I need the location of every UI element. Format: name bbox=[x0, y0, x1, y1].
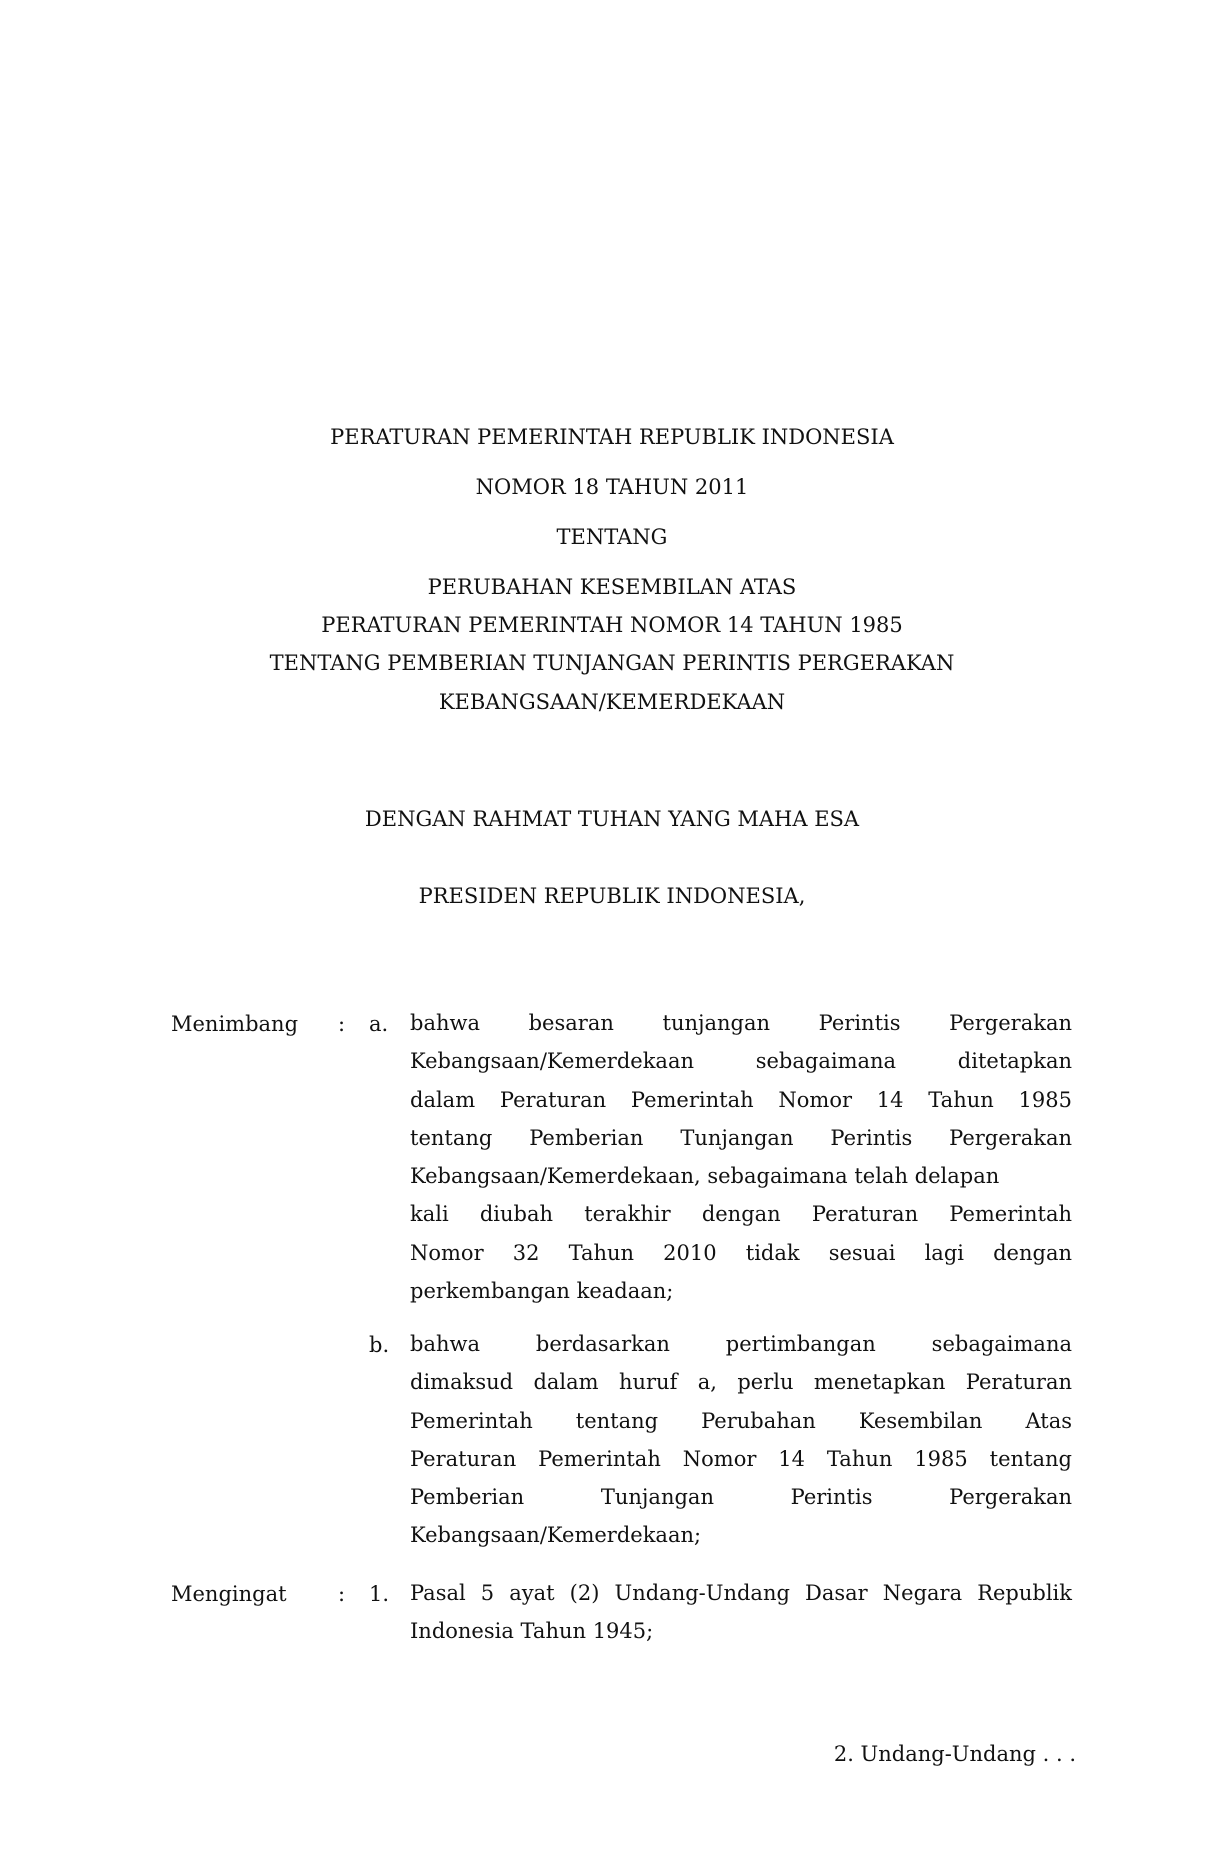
text-line: Kebangsaan/Kemerdekaan, sebagaimana telah delapan bbox=[410, 1164, 1000, 1189]
president-heading: PRESIDEN REPUBLIK INDONESIA, bbox=[418, 884, 806, 908]
text-line: Kebangsaan/Kemerdekaan; bbox=[410, 1523, 702, 1548]
text-line: tentang Pemberian Tunjangan Perintis Pergerakan bbox=[410, 1125, 1072, 1150]
blessing: DENGAN RAHMAT TUHAN YANG MAHA ESA bbox=[364, 807, 860, 831]
item-marker: b. bbox=[369, 1333, 390, 1357]
colon: : bbox=[338, 1012, 346, 1036]
text-line: perkembangan keadaan; bbox=[410, 1279, 674, 1304]
menimbang-item-a bbox=[410, 1004, 1072, 1310]
mengingat-label: Mengingat bbox=[171, 1582, 287, 1606]
text-line: Indonesia Tahun 1945; bbox=[410, 1619, 654, 1644]
item-marker: a. bbox=[369, 1012, 389, 1036]
text-line: dalam Peraturan Pemerintah Nomor 14 Tahun 1985 bbox=[410, 1087, 1072, 1112]
text-line: kali diubah terakhir dengan Peraturan Pemerintah bbox=[410, 1202, 1072, 1227]
page-continuation: 2. Undang-Undang . . . bbox=[833, 1742, 1076, 1766]
text-line: Kebangsaan/Kemerdekaan sebagaimana ditetapkan bbox=[410, 1049, 1072, 1074]
menimbang-label: Menimbang bbox=[171, 1012, 299, 1036]
text-line: dimaksud dalam huruf a, perlu menetapkan Peraturan bbox=[410, 1370, 1072, 1395]
text-line: Pasal 5 ayat (2) Undang-Undang Dasar Negara Republik bbox=[410, 1581, 1072, 1605]
colon: : bbox=[338, 1582, 346, 1606]
mengingat-item-1 bbox=[410, 1574, 1072, 1651]
text-line: Nomor 32 Tahun 2010 tidak sesuai lagi dengan bbox=[410, 1240, 1072, 1265]
about-heading: TENTANG bbox=[556, 525, 668, 549]
text-line: bahwa berdasarkan pertimbangan sebagaimana bbox=[410, 1332, 1072, 1356]
text-line: Pemerintah tentang Perubahan Kesembilan Atas bbox=[410, 1408, 1072, 1433]
document-number: NOMOR 18 TAHUN 2011 bbox=[475, 475, 749, 499]
text-line: Pemberian Tunjangan Perintis Pergerakan bbox=[410, 1485, 1072, 1510]
subject-line: KEBANGSAAN/KEMERDEKAAN bbox=[438, 690, 786, 714]
text-line: bahwa besaran tunjangan Perintis Pergerakan bbox=[410, 1011, 1072, 1035]
item-marker: 1. bbox=[369, 1582, 390, 1606]
menimbang-item-b bbox=[410, 1325, 1072, 1555]
subject-line: PERUBAHAN KESEMBILAN ATAS bbox=[427, 575, 797, 599]
subject-line: PERATURAN PEMERINTAH NOMOR 14 TAHUN 1985 bbox=[321, 613, 903, 637]
text-line: Peraturan Pemerintah Nomor 14 Tahun 1985 tentang bbox=[410, 1446, 1072, 1471]
subject-line: TENTANG PEMBERIAN TUNJANGAN PERINTIS PERGERAKAN bbox=[269, 651, 955, 675]
document-title: PERATURAN PEMERINTAH REPUBLIK INDONESIA bbox=[330, 425, 894, 449]
